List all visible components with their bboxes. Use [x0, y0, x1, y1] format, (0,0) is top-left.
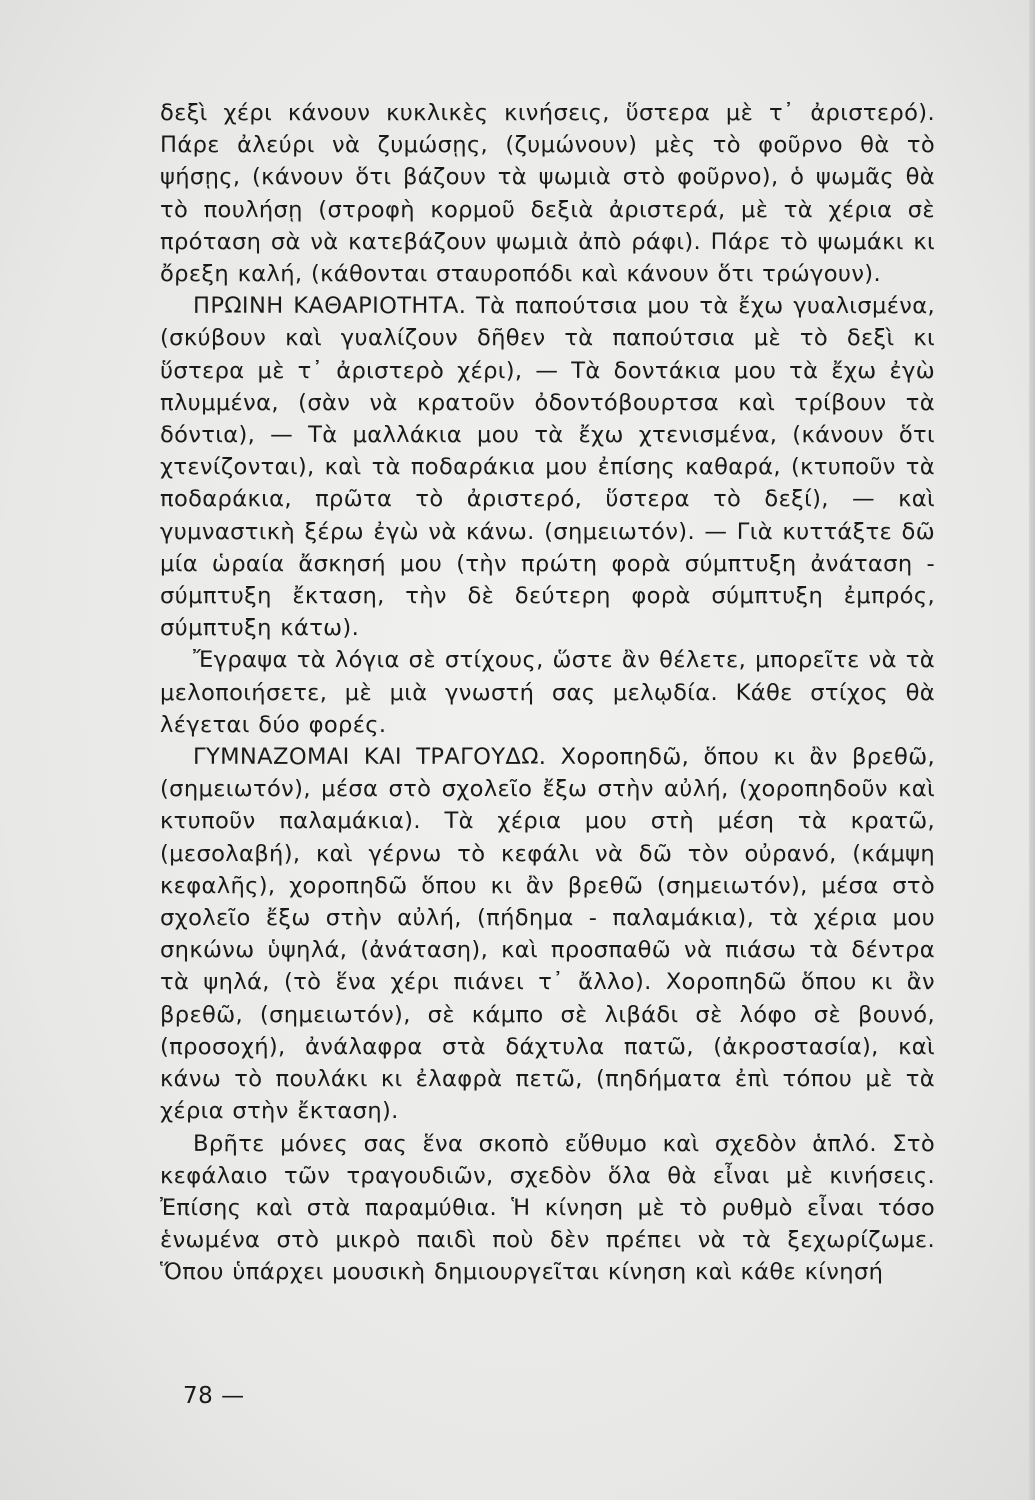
body-text [160, 97, 935, 1289]
paragraph-exercise-and-sing: ΓΥΜΝΑΖΟΜΑΙ ΚΑΙ ΤΡΑΓΟΥΔΩ. Χοροπηδῶ, ὅπου κι ἂν βρεθῶ, (σημειωτόν), μέσα στὸ σχολεῖο ἔξω στὴν αὐλή, (χοροπηδοῦν καὶ κτυποῦν παλαμάκια). Τὰ χέρια μου στὴ μέση τὰ κρατῶ, (μεσολαβή), καὶ γέρνω τὸ κεφάλι νὰ δῶ τὸν οὐρανό, (κάμψη κεφαλῆς), χοροπηδῶ ὅπου κι ἂν βρεθῶ (σημειωτόν), μέσα στὸ σχολεῖο ἔξω στὴν αὐλή, (πήδημα - παλαμάκια), τὰ χέρια μου σηκώνω ὑψηλά, (ἀνάταση), καὶ προσπαθῶ νὰ πιάσω τὰ δέντρα τὰ ψηλά, (τὸ ἕνα χέρι πιάνει τ᾽ ἄλλο). Χοροπηδῶ ὅπου κι ἂν βρεθῶ, (σημειωτόν), σὲ κάμπο σὲ λιβάδι σὲ λόφο σὲ βουνό, (προσοχή), ἀνάλαφρα στὰ δάχτυλα πατῶ, (ἀκροστασία), καὶ κάνω τὸ πουλάκι κι ἐλαφρὰ πετῶ, (πηδήματα ἐπὶ τόπου μὲ τὰ χέρια στὴν ἔκταση). [160, 744, 935, 1125]
paragraph-music-movement: Βρῆτε μόνες σας ἕνα σκοπὸ εὔθυμο καὶ σχεδὸν ἁπλό. Στὸ κεφάλαιο τῶν τραγουδιῶν, σχεδὸν ὅλα θὰ εἶναι μὲ κινήσεις. Ἐπίσης καὶ στὰ παραμύθια. Ἡ κίνηση μὲ τὸ ρυθμὸ εἶναι τόσο ἑνωμένα στὸ μικρὸ παιδὶ ποὺ δὲν πρέπει νὰ τὰ ξεχωρίζωμε. Ὅπου ὑπάρχει μουσικὴ δημιουργεῖται κίνηση καὶ κάθε κίνησή [160, 1130, 935, 1286]
page-number: 78 — [183, 1383, 245, 1409]
paragraph-verses-note: Ἔγραψα τὰ λόγια σὲ στίχους, ὥστε ἂν θέλετε, μπορεῖτε νὰ τὰ μελοποιήσετε, μὲ μιὰ γνωστή σας μελῳδία. Κάθε στίχος θὰ λέγεται δύο φορές. [160, 647, 935, 738]
paragraph-continuation: δεξὶ χέρι κάνουν κυκλικὲς κινήσεις, ὕστερα μὲ τ᾽ ἀριστερό). Πάρε ἀλεύρι νὰ ζυμώσῃς, (ζυμώνουν) μὲς τὸ φοῦρνο θὰ τὸ ψήσῃς, (κάνουν ὅτι βάζουν τὰ ψωμιὰ στὸ φοῦρνο), ὁ ψωμᾶς θὰ τὸ πουλήσῃ (στροφὴ κορμοῦ δεξιὰ ἀριστερά, μὲ τὰ χέρια σὲ πρόταση σὰ νὰ κατεβάζουν ψωμιὰ ἀπὸ ράφι). Πάρε τὸ ψωμάκι κι ὄρεξη καλή, (κάθονται σταυροπόδι καὶ κάνουν ὅτι τρώγουν). [160, 100, 935, 288]
paragraph-morning-cleanliness: ΠΡΩΙΝΗ ΚΑΘΑΡΙΟΤΗΤΑ. Τὰ παπούτσια μου τὰ ἔχω γυαλισμένα, (σκύβουν καὶ γυαλίζουν δῆθεν τὰ παπούτσια μὲ τὸ δεξὶ κι ὕστερα μὲ τ᾽ ἀριστερὸ χέρι), — Τὰ δοντάκια μου τὰ ἔχω ἐγὼ πλυμμένα, (σὰν νὰ κρατοῦν ὀδοντόβουρτσα καὶ τρίβουν τὰ δόντια), — Τὰ μαλλάκια μου τὰ ἔχω χτενισμένα, (κάνουν ὅτι χτενίζονται), καὶ τὰ ποδαράκια μου ἐπίσης καθαρά, (κτυποῦν τὰ ποδαράκια, πρῶτα τὸ ἀριστερό, ὕστερα τὸ δεξί), — καὶ γυμναστικὴ ξέρω ἐγὼ νὰ κάνω. (σημειωτόν). — Γιὰ κυττάξτε δῶ μία ὡραία ἄσκησή μου (τὴν πρώτη φορὰ σύμπτυξη ἀνάταση - σύμπτυξη ἔκταση, τὴν δὲ δεύτερη φορὰ σύμπτυξη ἐμπρός, σύμπτυξη κάτω). [160, 293, 935, 642]
page-edge-shadow [1029, 0, 1035, 1500]
